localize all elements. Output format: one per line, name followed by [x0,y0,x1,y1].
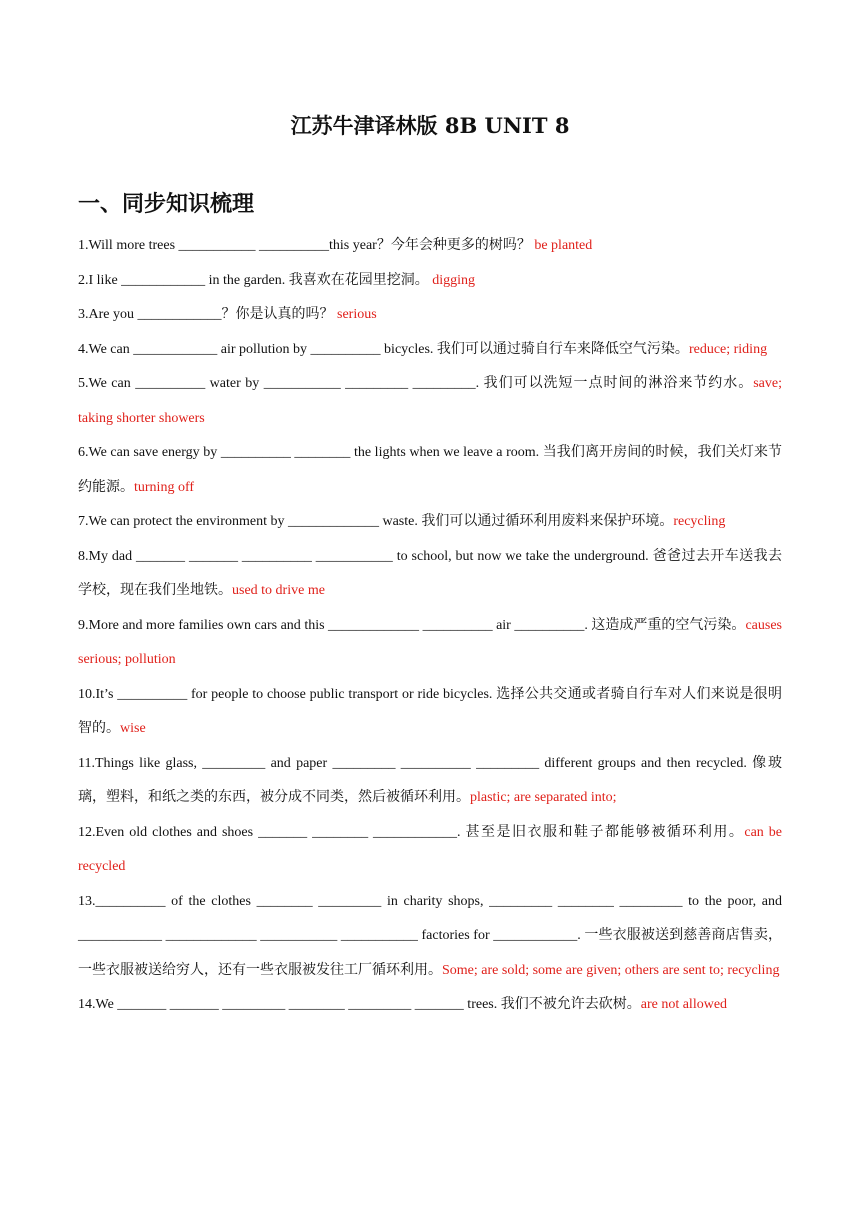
question-text: 14.We _______ _______ _________ ________ _________ _______ trees. 我们不被允许去砍树。 [78,997,641,1012]
exercise-item-3 [78,298,782,333]
exercise-item-7 [78,505,782,540]
question-text: 3.Are you ____________？你是认真的吗？ [78,307,337,322]
exercise-item-6 [78,436,782,505]
exercise-item-1 [78,229,782,264]
question-text: 9.More and more families own cars and this _____________ __________ air __________. 这造成严重的空气污染。 [78,617,746,633]
answer-text: reduce; riding [688,341,768,357]
question-text: 2.I like ____________ in the garden. 我喜欢在花园里挖洞。 [78,272,433,288]
exercise-item-11 [78,747,782,816]
exercise-item-14 [78,988,782,1023]
exercise-item-4 [78,333,782,368]
question-text: 1.Will more trees ___________ __________this year？今年会种更多的树吗？ [78,238,535,253]
question-text: 7.We can protect the environment by _____________ waste. 我们可以通过循环利用废料来保护环境。 [78,514,674,529]
page-title: 江苏牛津译林版 8B UNIT 8 [290,113,570,138]
question-text: 11.Things like glass, _________ and paper _________ __________ _________ different groups and then recycled. 像玻璃，塑料，和纸之类的东西，被分成不同类，然后被循环利用。 [78,755,782,805]
answer-text: used to drive me [232,583,325,598]
answer-text: can be recycled [78,824,782,874]
exercise-item-9 [78,609,782,678]
exercise-item-5 [78,367,782,436]
answer-text: serious [337,307,377,322]
exercise-item-2 [78,264,782,299]
answer-text: save; taking shorter showers [78,376,782,426]
exercise-item-13 [78,885,782,989]
answer-text: causes serious; pollution [78,617,782,667]
question-text: 8.My dad _______ _______ __________ ___________ to school, but now we take the underground. 爸爸过去开车送我去学校，现在我们坐地铁。 [78,548,782,598]
answer-text: be planted [534,238,593,253]
question-text: 5.We can __________ water by ___________ _________ _________. 我们可以洗短一点时间的淋浴来节约水。 [78,376,754,391]
answer-text: digging [432,272,476,288]
answer-text: plastic; are separated into; [470,790,617,805]
question-text: 4.We can ____________ air pollution by __________ bicycles. 我们可以通过骑自行车来降低空气污染。 [78,341,689,357]
question-text: 10.It’s __________ for people to choose public transport or ride bicycles. 选择公共交通或者骑自行车对人们来说是很明智的。 [78,686,782,736]
exercise-item-12 [78,816,782,885]
answer-text: are not allowed [640,997,728,1012]
question-text: 13.__________ of the clothes ________ _________ in charity shops, _________ ________ _________ to the poor, and ____________ _____________ ___________ ___________ factories for ____________. 一些衣服被送到慈善商店售卖，一些衣服被送给穷人，还有一些衣服被发往工厂循环利用。 [78,893,782,978]
exercise-item-8 [78,540,782,609]
question-text: 12.Even old clothes and shoes _______ ________ ____________. 甚至是旧衣服和鞋子都能够被循环利用。 [78,824,745,840]
question-text: 6.We can save energy by __________ ________ the lights when we leave a room. 当我们离开房间的时候，我们关灯来节约能源。 [78,445,782,495]
exercise-list [78,229,782,1023]
answer-text: wise [120,721,146,736]
exercise-item-10 [78,678,782,747]
answer-text: Some; are sold; some are given; others are sent to; recycling [442,962,780,978]
section-heading: 一、同步知识梳理 [78,192,255,217]
answer-text: turning off [134,479,195,495]
answer-text: recycling [673,514,726,529]
